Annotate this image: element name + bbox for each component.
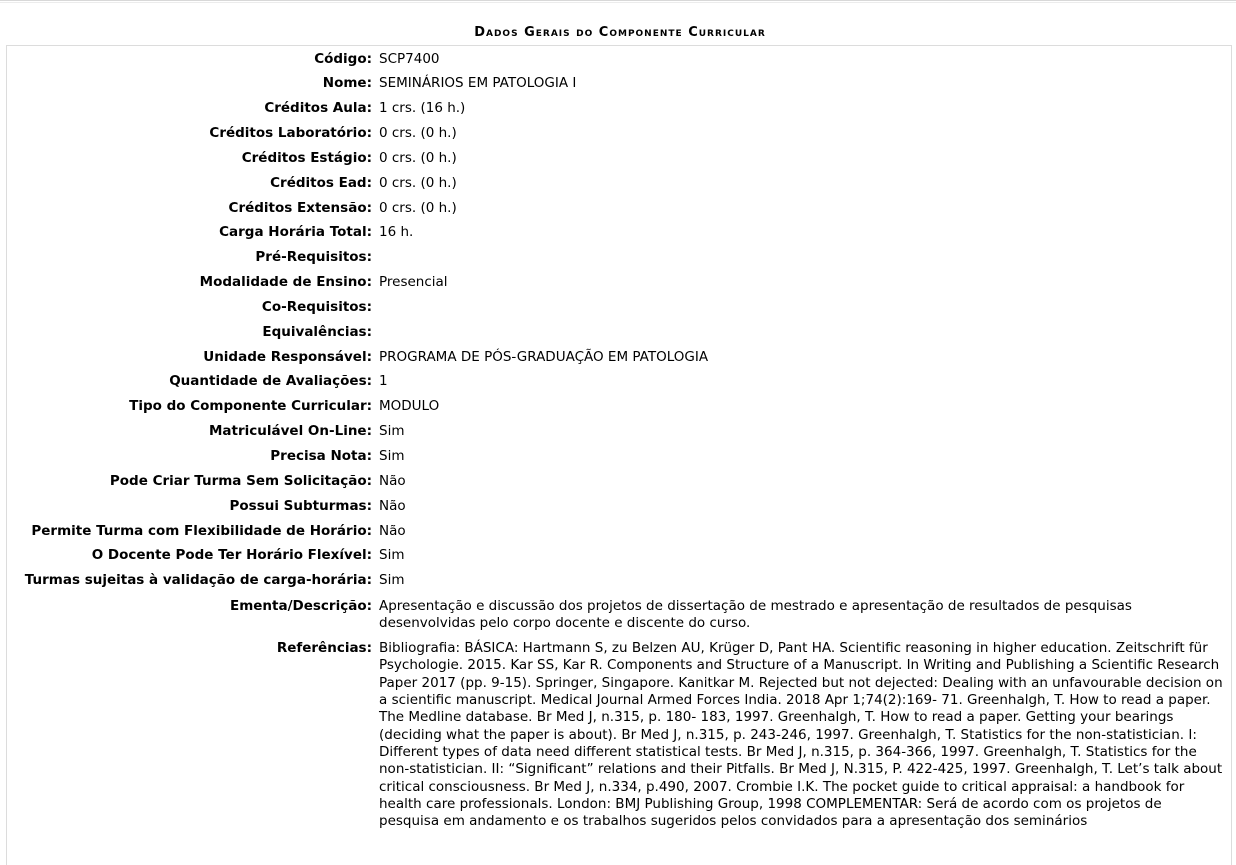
field-value: 1 crs. (16 h.) bbox=[379, 100, 466, 117]
field-label: Créditos Ead: bbox=[270, 174, 372, 191]
section-title: Dados Gerais do Componente Curricular bbox=[474, 25, 766, 40]
field-value: PROGRAMA DE PÓS-GRADUAÇÃO EM PATOLOGIA bbox=[379, 348, 709, 365]
field-row-docente-horario-flexivel bbox=[8, 544, 1230, 569]
field-label: Pré-Requisitos: bbox=[255, 249, 372, 266]
field-row-quantidade-avaliacoes bbox=[8, 370, 1230, 395]
field-row-unidade-responsavel bbox=[8, 345, 1230, 370]
field-value: 16 h. bbox=[379, 224, 414, 241]
field-row-equivalencias bbox=[8, 320, 1230, 345]
field-label: Possui Subturmas: bbox=[229, 497, 372, 514]
field-row-tipo-componente bbox=[8, 395, 1230, 420]
field-label: Quantidade de Avaliações: bbox=[169, 373, 372, 390]
field-row-creditos-aula bbox=[8, 97, 1230, 122]
field-value: Apresentação e discussão dos projetos de dissertação de mestrado e apresentação de resultados de pesquisas desenvolvidas pelo corpo docente e discente do curso. bbox=[379, 597, 1132, 631]
field-value bbox=[379, 320, 1230, 345]
field-value: 0 crs. (0 h.) bbox=[379, 125, 457, 142]
field-row-creditos-laboratorio bbox=[8, 122, 1230, 147]
field-value: Bibliografia: BÁSICA: Hartmann S, zu Belzen AU, Krüger D, Pant HA. Scientific reasoning in higher education. Zeitschrift für Psychologie. 2015. Kar SS, Kar R. Components and Structure of a Manuscript. In Writing and Publishing a Scientific Research Paper 2017 (pp. 9-15). Springer, Singapore. Kanitkar M. Rejected but not dejected: Dealing with an unfavourable decision on a scientific manuscript. Medical Journal Armed Forces India. 2018 Apr 1;74(2):169- 71. Greenhalgh, T. How to read a paper. The Medline database. Br Med J, n.315, p. 180- 183, 1997. Greenhalgh, T. How to read a paper. Getting your bearings (deciding what the paper is about). Br Med J, n.315, p. 243-246, 1997. Greenhalgh, T. Statistics for the non-statistician. I: Different types of data need different statistical tests. Br Med J, n.315, p. 364-366, 1997. Greenhalgh, T. Statistics for the non-statistician. II: “Significant” relations and their Pitfalls. Br Med J, N.315, P. 422-425, 1997. Greenhalgh, T. Let’s talk about critical consciousness. Br Med J, n.334, p.490, 2007. Crombie I.K. The pocket guide to critical appraisal: a handbook for health care professionals. London: BMJ Publishing Group, 1998 COMPLEMENTAR: Será de acordo com os projetos de pesquisa em andamento e os trabalhos sugeridos pelos convidados para a apresentação dos seminários bbox=[379, 640, 1223, 830]
field-label: Créditos Extensão: bbox=[228, 199, 372, 216]
field-row-creditos-extensao bbox=[8, 196, 1230, 221]
field-value: Não bbox=[379, 472, 406, 489]
field-value bbox=[379, 295, 1230, 320]
field-row-precisa-nota bbox=[8, 445, 1230, 470]
field-row-pode-criar-turma bbox=[8, 469, 1230, 494]
field-row-ementa bbox=[8, 594, 1230, 637]
field-label: Turmas sujeitas à validação de carga-horária: bbox=[24, 572, 372, 589]
field-label: Permite Turma com Flexibilidade de Horário: bbox=[31, 522, 372, 539]
field-row-codigo bbox=[8, 47, 1230, 72]
field-value: 0 crs. (0 h.) bbox=[379, 149, 457, 166]
field-row-creditos-ead bbox=[8, 171, 1230, 196]
field-label: Código: bbox=[314, 50, 372, 67]
field-row-nome bbox=[8, 72, 1230, 97]
field-row-matriculavel-online bbox=[8, 420, 1230, 445]
field-label: Nome: bbox=[322, 75, 372, 92]
field-value: SCP7400 bbox=[379, 50, 440, 67]
field-row-modalidade-ensino bbox=[8, 271, 1230, 296]
field-value: Sim bbox=[379, 448, 405, 464]
field-value: Sim bbox=[379, 547, 405, 564]
field-label: Precisa Nota: bbox=[270, 448, 372, 464]
field-row-creditos-estagio bbox=[8, 146, 1230, 171]
field-row-validacao-carga-horaria bbox=[8, 569, 1230, 594]
field-row-co-requisitos bbox=[8, 295, 1230, 320]
field-row-possui-subturmas bbox=[8, 494, 1230, 519]
field-label: Matriculável On-Line: bbox=[208, 423, 372, 440]
field-label: Referências: bbox=[276, 640, 372, 657]
field-label: Créditos Aula: bbox=[264, 100, 372, 117]
field-value bbox=[379, 246, 1230, 271]
field-label: Ementa/Descrição: bbox=[229, 597, 372, 614]
field-value: MODULO bbox=[379, 398, 440, 415]
field-value: 0 crs. (0 h.) bbox=[379, 174, 457, 191]
field-label: Pode Criar Turma Sem Solicitação: bbox=[109, 472, 372, 489]
top-divider bbox=[0, 0, 1236, 1]
field-row-referencias bbox=[8, 636, 1230, 834]
field-label: Modalidade de Ensino: bbox=[199, 274, 372, 291]
field-value: 0 crs. (0 h.) bbox=[379, 199, 457, 216]
component-details-table bbox=[8, 47, 1230, 834]
field-label: Créditos Laboratório: bbox=[209, 125, 372, 142]
field-value: Sim bbox=[379, 423, 405, 440]
field-row-carga-horaria-total bbox=[8, 221, 1230, 246]
field-label: Carga Horária Total: bbox=[219, 224, 372, 241]
field-value: Não bbox=[379, 522, 406, 539]
field-label: Co-Requisitos: bbox=[261, 298, 372, 315]
field-label: Tipo do Componente Curricular: bbox=[129, 398, 372, 415]
field-label: Créditos Estágio: bbox=[241, 149, 372, 166]
field-label: O Docente Pode Ter Horário Flexível: bbox=[91, 547, 372, 564]
field-value: Sim bbox=[379, 572, 405, 589]
field-value: SEMINÁRIOS EM PATOLOGIA I bbox=[379, 75, 577, 92]
field-row-flexibilidade-horario bbox=[8, 519, 1230, 544]
field-value: 1 bbox=[379, 373, 388, 390]
field-label: Equivalências: bbox=[262, 323, 372, 340]
field-value: Não bbox=[379, 497, 406, 514]
field-label: Unidade Responsável: bbox=[203, 348, 372, 365]
field-row-pre-requisitos bbox=[8, 246, 1230, 271]
field-value: Presencial bbox=[379, 274, 448, 291]
top-divider-secondary bbox=[0, 2, 1236, 3]
